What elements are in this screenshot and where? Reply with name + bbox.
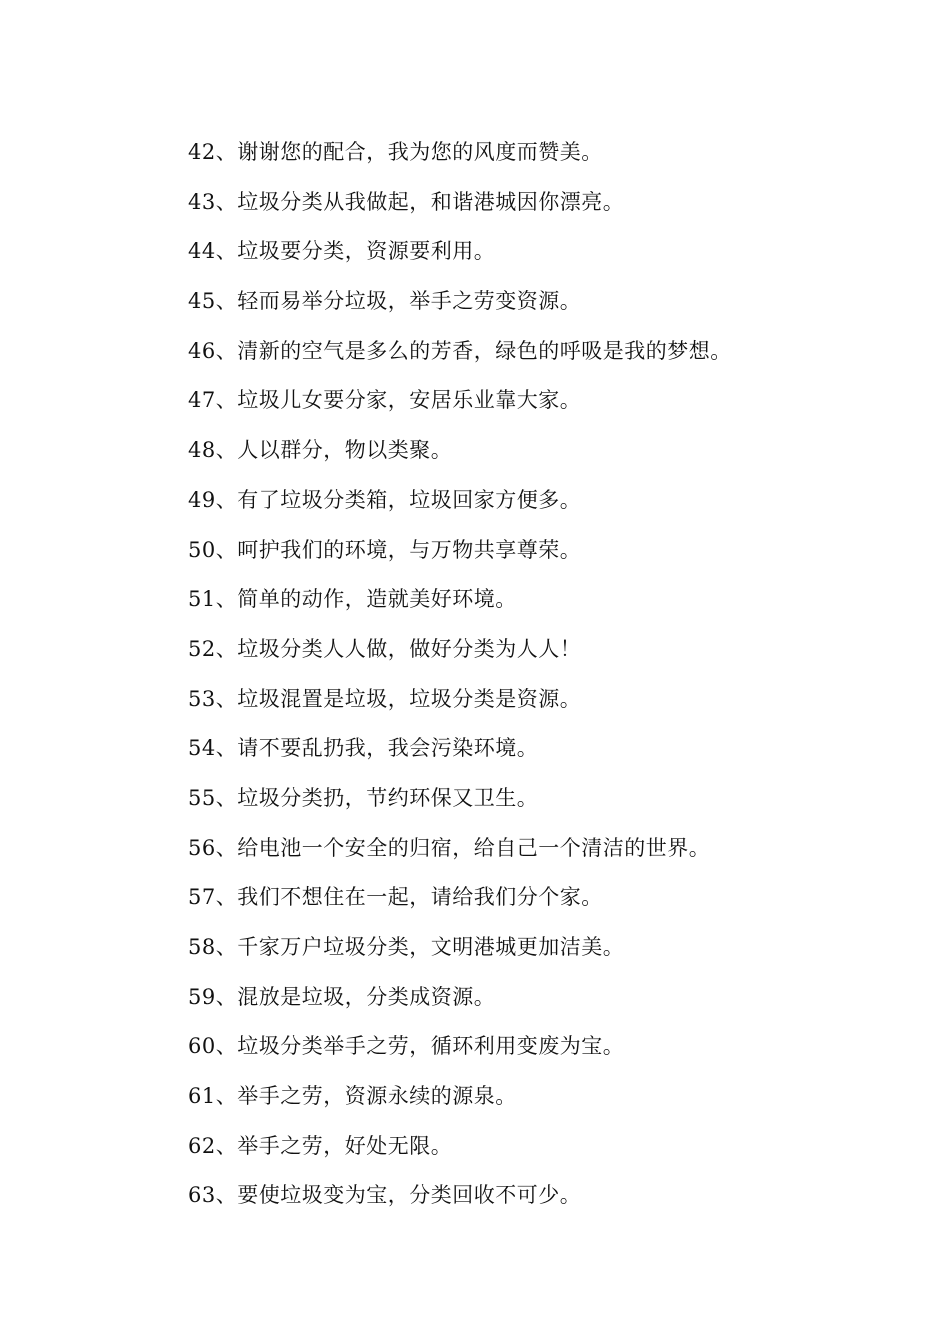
item-text: 、谢谢您的配合，我为您的风度而赞美。 bbox=[215, 140, 603, 164]
list-item bbox=[188, 333, 732, 383]
list-item bbox=[188, 233, 732, 283]
list-item bbox=[188, 979, 732, 1029]
item-text: 、垃圾混置是垃圾，垃圾分类是资源。 bbox=[215, 686, 582, 711]
item-number: 55 bbox=[188, 785, 216, 810]
list-item bbox=[188, 730, 732, 780]
item-number: 56 bbox=[188, 835, 216, 860]
list-item bbox=[188, 830, 732, 880]
item-number: 58 bbox=[188, 935, 216, 959]
list-item bbox=[188, 532, 732, 582]
list-item bbox=[188, 482, 732, 532]
item-number: 49 bbox=[188, 487, 216, 512]
item-text: 、人以群分，物以类聚。 bbox=[215, 438, 453, 463]
item-number: 50 bbox=[188, 537, 216, 562]
item-text: 、清新的空气是多么的芳香，绿色的呼吸是我的梦想。 bbox=[215, 338, 732, 363]
item-number: 42 bbox=[188, 140, 216, 164]
item-text: 、要使垃圾变为宝，分类回收不可少。 bbox=[215, 1183, 582, 1208]
list-item bbox=[188, 432, 732, 482]
item-text: 、举手之劳，好处无限。 bbox=[215, 1133, 453, 1158]
item-text: 、给电池一个安全的归宿，给自己一个清洁的世界。 bbox=[215, 835, 711, 860]
list-item bbox=[188, 631, 732, 681]
list-item bbox=[188, 681, 732, 731]
item-number: 60 bbox=[188, 1034, 216, 1059]
slogan-list bbox=[188, 134, 732, 1227]
item-text: 、垃圾分类从我做起，和谐港城因你漂亮。 bbox=[215, 189, 625, 214]
item-number: 46 bbox=[188, 338, 216, 363]
item-text: 、混放是垃圾，分类成资源。 bbox=[215, 984, 496, 1009]
list-item bbox=[188, 780, 732, 830]
list-item bbox=[188, 134, 732, 184]
list-item bbox=[188, 929, 732, 979]
item-number: 52 bbox=[188, 636, 216, 661]
item-number: 53 bbox=[188, 686, 216, 711]
item-number: 47 bbox=[188, 388, 216, 413]
item-number: 48 bbox=[188, 438, 216, 463]
item-text: 、举手之劳，资源永续的源泉。 bbox=[215, 1084, 517, 1109]
item-text: 、千家万户垃圾分类，文明港城更加洁美。 bbox=[215, 935, 625, 959]
item-text: 、垃圾分类扔，节约环保又卫生。 bbox=[215, 785, 539, 810]
list-item bbox=[188, 581, 732, 631]
item-text: 、简单的动作，造就美好环境。 bbox=[215, 587, 517, 612]
item-number: 44 bbox=[188, 239, 216, 264]
item-text: 、轻而易举分垃圾，举手之劳变资源。 bbox=[215, 289, 582, 314]
item-number: 51 bbox=[188, 587, 216, 612]
list-item bbox=[188, 382, 732, 432]
item-text: 、垃圾要分类，资源要利用。 bbox=[215, 239, 496, 264]
list-item bbox=[188, 1128, 732, 1178]
item-number: 61 bbox=[188, 1084, 216, 1109]
item-number: 62 bbox=[188, 1133, 216, 1158]
list-item bbox=[188, 879, 732, 929]
item-text: 、垃圾儿女要分家，安居乐业靠大家。 bbox=[215, 388, 582, 413]
item-number: 59 bbox=[188, 984, 216, 1009]
item-number: 63 bbox=[188, 1183, 216, 1208]
item-number: 57 bbox=[188, 885, 216, 910]
list-item bbox=[188, 184, 732, 234]
item-text: 、垃圾分类举手之劳，循环利用变废为宝。 bbox=[215, 1034, 625, 1059]
item-text: 、呵护我们的环境，与万物共享尊荣。 bbox=[215, 537, 582, 562]
item-number: 54 bbox=[188, 736, 216, 761]
item-text: 、我们不想住在一起，请给我们分个家。 bbox=[215, 885, 603, 910]
list-item bbox=[188, 1177, 732, 1227]
item-number: 43 bbox=[188, 189, 216, 214]
item-text: 、垃圾分类人人做，做好分类为人人！ bbox=[215, 636, 582, 661]
item-number: 45 bbox=[188, 289, 216, 314]
list-item bbox=[188, 1028, 732, 1078]
list-item bbox=[188, 1078, 732, 1128]
item-text: 、有了垃圾分类箱，垃圾回家方便多。 bbox=[215, 487, 582, 512]
list-item bbox=[188, 283, 732, 333]
item-text: 、请不要乱扔我，我会污染环境。 bbox=[215, 736, 539, 761]
